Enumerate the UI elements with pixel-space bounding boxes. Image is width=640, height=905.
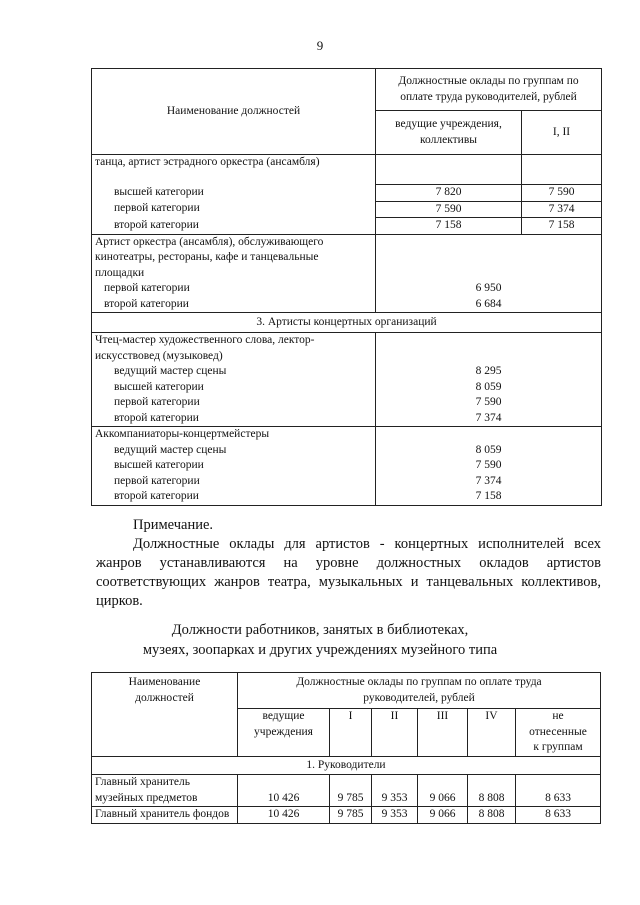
header-group-4: IV <box>468 709 516 757</box>
value-cell: 9 353 <box>372 775 418 807</box>
value-cell: 7 158 <box>522 218 602 235</box>
value-cell: 7 374 <box>376 474 602 490</box>
value-cell: 9 066 <box>418 775 468 807</box>
row-label: первой категории <box>92 395 376 411</box>
row-title: Аккомпаниаторы-концертмейстеры <box>92 427 376 443</box>
value-cell: 7 590 <box>376 201 522 218</box>
section-title <box>0 620 640 660</box>
value-cell: 10 426 <box>238 807 330 824</box>
value-cell: 6 950 <box>376 281 602 297</box>
header-groups-1-2: I, II <box>522 111 602 155</box>
value-cell: 8 633 <box>516 807 601 824</box>
value-cell: 9 785 <box>330 807 372 824</box>
row-label: ведущий мастер сцены <box>92 443 376 459</box>
value-cell: 9 353 <box>372 807 418 824</box>
row-label: второй категории <box>92 297 376 313</box>
header-salary-groups: Должностные оклады по группам по оплате труда руководителей, рублей <box>376 69 602 111</box>
header-salary-groups: Должностные оклады по группам по оплате труда руководителей, рублей <box>238 673 601 709</box>
header-position-name: Наименование должностей <box>92 673 238 757</box>
value-cell: 10 426 <box>238 775 330 807</box>
row-label: первой категории <box>92 201 376 218</box>
header-group-1: I <box>330 709 372 757</box>
section-title-line: музеях, зоопарках и других учреждениях музейного типа <box>142 642 498 658</box>
section-title-line: Должности работников, занятых в библиотеках, <box>171 622 469 638</box>
value-cell: 8 059 <box>376 380 602 396</box>
row-label: первой категории <box>92 281 376 297</box>
row-label: высшей категории <box>92 380 376 396</box>
row-title: танца, артист эстрадного оркестра (ансамбля) <box>92 155 376 185</box>
row-label: второй категории <box>92 411 376 427</box>
row-label: высшей категории <box>92 458 376 474</box>
value-cell: 9 785 <box>330 775 372 807</box>
salary-table-artists <box>91 68 602 506</box>
value-cell: 7 590 <box>376 458 602 474</box>
row-label: второй категории <box>92 218 376 235</box>
row-label: высшей категории <box>92 185 376 202</box>
value-cell: 8 059 <box>376 443 602 459</box>
row-label: первой категории <box>92 474 376 490</box>
value-cell: 7 590 <box>376 395 602 411</box>
section-heading: 1. Руководители <box>92 757 601 775</box>
header-leading-institutions: ведущие учреждения, коллективы <box>376 111 522 155</box>
value-cell: 8 808 <box>468 775 516 807</box>
header-group-2: II <box>372 709 418 757</box>
value-cell: 7 590 <box>522 185 602 202</box>
value-cell: 8 295 <box>376 364 602 380</box>
row-title: Чтец-мастер художественного слова, лектор-искусствовед (музыковед) <box>92 333 376 365</box>
header-leading-institutions: ведущие учреждения <box>238 709 330 757</box>
value-cell: 9 066 <box>418 807 468 824</box>
value-cell: 7 158 <box>376 218 522 235</box>
value-cell: 6 684 <box>376 297 602 313</box>
value-cell: 8 633 <box>516 775 601 807</box>
section-heading: 3. Артисты концертных организаций <box>92 313 602 333</box>
row-label: второй категории <box>92 489 376 505</box>
value-cell: 7 374 <box>376 411 602 427</box>
salary-table-museums <box>91 672 601 824</box>
value-cell: 7 820 <box>376 185 522 202</box>
note-title: Примечание. <box>133 517 214 533</box>
header-ungrouped: не отнесенные к группам <box>516 709 601 757</box>
row-title: Главный хранитель фондов <box>92 807 238 824</box>
value-cell: 7 374 <box>522 201 602 218</box>
row-title: Артист оркестра (ансамбля), обслуживающего кинотеатры, рестораны, кафе и танцевальные площадки <box>92 234 376 281</box>
value-cell: 7 158 <box>376 489 602 505</box>
page-number: 9 <box>316 38 324 53</box>
header-group-3: III <box>418 709 468 757</box>
row-title: Главный хранитель музейных предметов <box>92 775 238 807</box>
value-cell: 8 808 <box>468 807 516 824</box>
header-position-name: Наименование должностей <box>92 69 376 155</box>
note-body: Должностные оклады для артистов - концертных исполнителей всех жанров устанавливаются на уровне должностных окладов артистов соответствующих жанров театра, музыкальных и танцевальных коллективов, цирков. <box>96 536 601 609</box>
row-label: ведущий мастер сцены <box>92 364 376 380</box>
